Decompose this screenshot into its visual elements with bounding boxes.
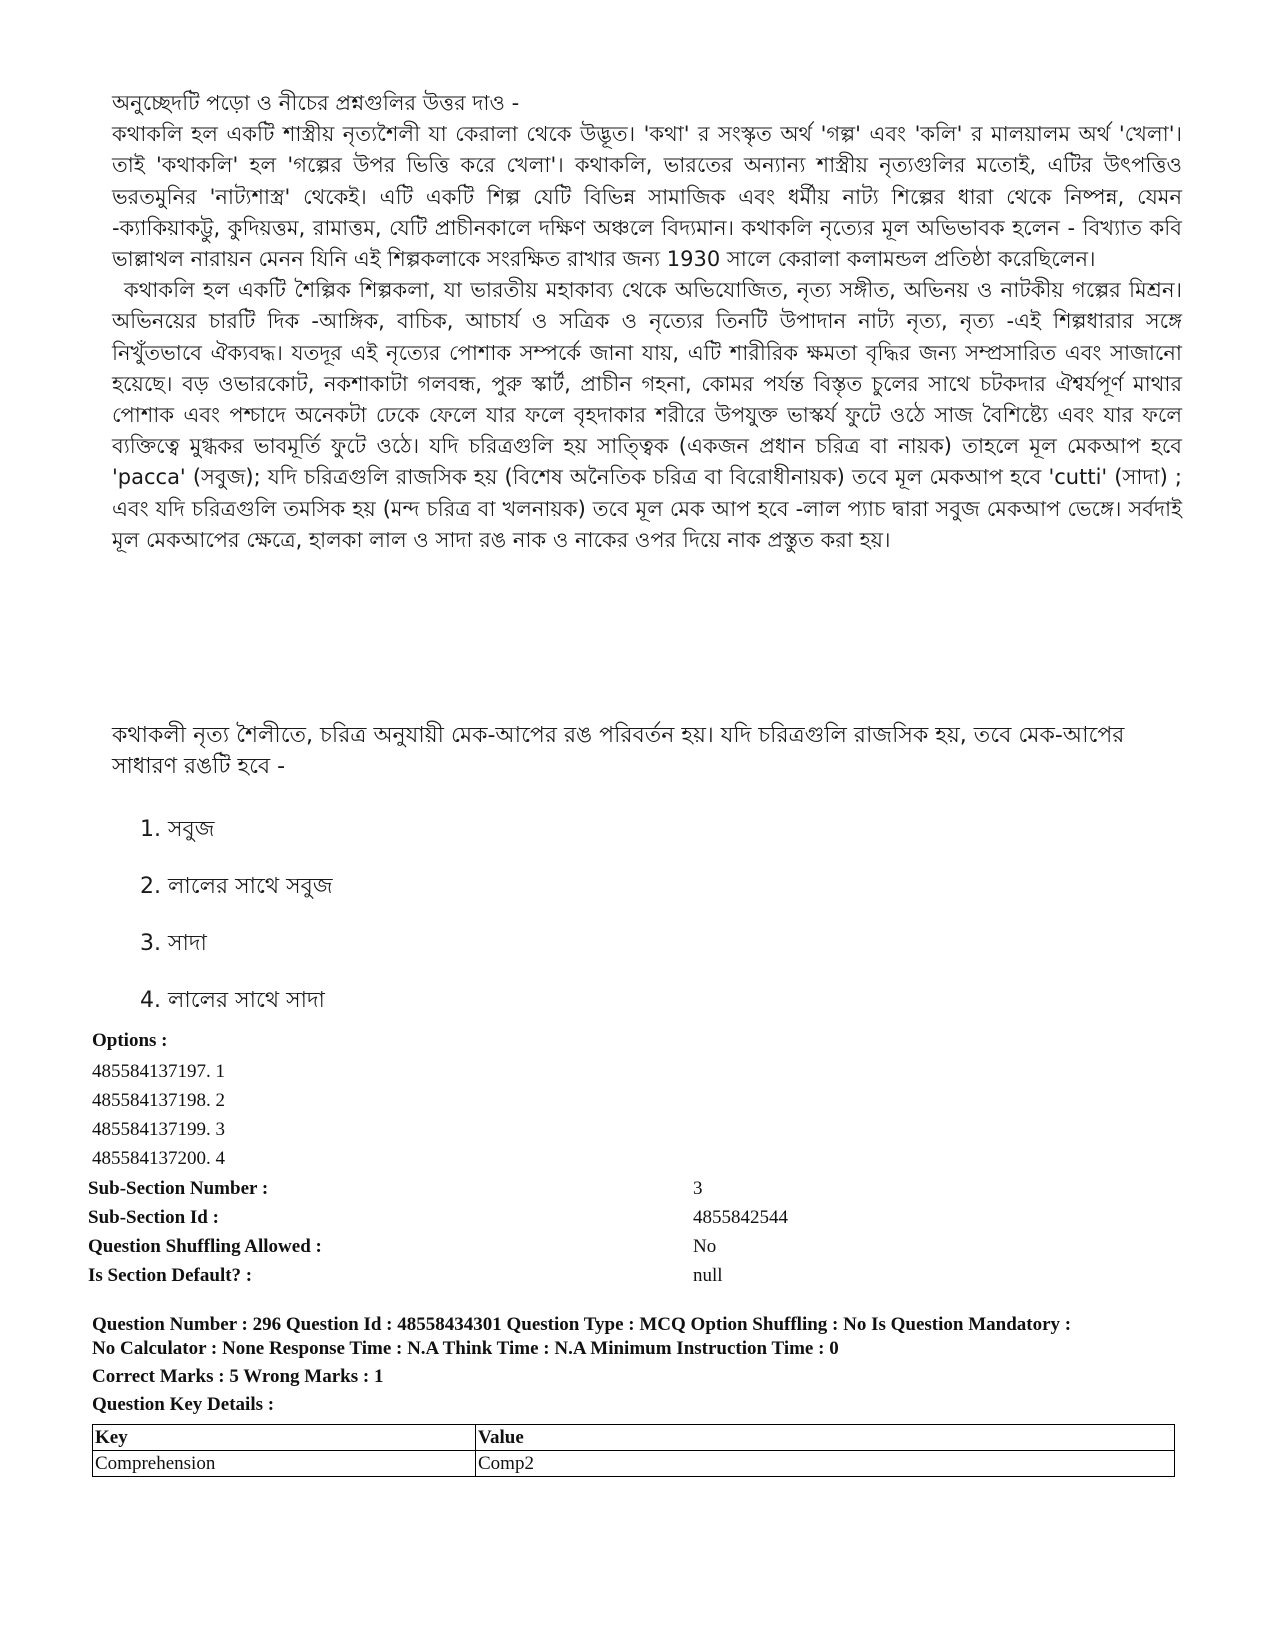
table-header-row xyxy=(93,1425,1175,1451)
meta-value: 4855842544 xyxy=(693,1207,788,1228)
choice-2: 2. লালের সাথে সবুজ xyxy=(140,874,333,899)
option-id-3: 485584137199. 3 xyxy=(92,1119,225,1140)
choice-4: 4. লালের সাথে সাদা xyxy=(140,988,325,1013)
table-header-value: Value xyxy=(476,1425,1175,1451)
subsection-meta xyxy=(88,1174,1188,1290)
key-details-label: Question Key Details : xyxy=(92,1394,275,1415)
meta-value: No xyxy=(693,1236,717,1257)
choice-1: 1. সবুজ xyxy=(140,817,215,842)
question-text: কথাকলী নৃত্য শৈলীতে, চরিত্র অনুযায়ী মেক-আপের রঙ পরিবর্তন হয়। যদি চরিত্রগুলি রাজসিক হয়, তবে মেক-আপের সাধারণ রঙটি হবে - xyxy=(112,723,1125,779)
option-id-4: 485584137200. 4 xyxy=(92,1148,225,1169)
table-cell-key: Comprehension xyxy=(93,1451,476,1477)
passage-paragraph-2: কথাকলি হল একটি শৈল্পিক শিল্পকলা, যা ভারতীয় মহাকাব্য থেকে অভিযোজিত, নৃত্য সঙ্গীত, অভিনয় ও নাটকীয় গল্পের মিশ্রন। অভিনয়ের চারটি দিক -আঙ্গিক, বাচিক, আচার্য ও সত্রিক ও নৃত্যের তিনটি উপাদান নাট্য নৃত্য, নৃত্য -এই শিল্পধারার সঙ্গে নিখুঁতভাবে ঐক্যবদ্ধ। যতদূর এই নৃত্যের পোশাক সম্পর্কে জানা যায়, এটি শারীরিক ক্ষমতা বৃদ্ধির জন্য সম্প্রসারিত এবং সাজানো হয়েছে। বড় ওভারকোট, নকশাকাটা গলবন্ধ, পুরু স্কার্ট, প্রাচীন গহনা, কোমর পর্যন্ত বিস্তৃত চুলের সাথে চটকদার ঐশ্বর্যপূর্ণ মাথার পোশাক এবং পশ্চাদে অনেকটা ঢেকে ফেলে যার ফলে বৃহদাকার শরীরে উপযুক্ত ভাস্কর্য ফুটে ওঠে সাজ বৈশিষ্ট্যে এবং যার ফলে ব্যক্তিত্বে মুগ্ধকর ভাবমূর্তি ফুটে ওঠে। যদি চরিত্রগুলি হয় সাত্ত্বিক (একজন প্রধান চরিত্র বা নায়ক) তাহলে মূল মেকআপ হবে 'pacca' (সবুজ); যদি চরিত্রগুলি রাজসিক হয় (বিশেষ অনৈতিক চরিত্র বা বিরোধীনায়ক) তবে মূল মেকআপ হবে 'cutti' (সাদা) ; এবং যদি চরিত্রগুলি তমসিক হয় (মন্দ চরিত্র বা খলনায়ক) তবে মূল মেক আপ হবে -লাল প্যাচ দ্বারা সবুজ মেকআপ ভেঙ্গে। সর্বদাই মূল মেকআপের ক্ষেত্রে, হালকা লাল ও সাদা রঙ নাক ও নাকের ওপর দিয়ে নাক প্রস্তুত করা হয়। xyxy=(112,278,1182,552)
meta-row xyxy=(88,1261,1188,1290)
answer-choices xyxy=(140,810,333,1038)
options-list xyxy=(92,1057,225,1173)
question-info-line-1: Question Number : 296 Question Id : 48558434301 Question Type : MCQ Option Shuffling : No Is Question Mandatory : xyxy=(92,1314,1072,1335)
option-id-2: 485584137198. 2 xyxy=(92,1090,225,1111)
meta-value: null xyxy=(693,1265,723,1286)
meta-key: Question Shuffling Allowed : xyxy=(88,1236,322,1257)
option-id-1: 485584137197. 1 xyxy=(92,1061,225,1082)
options-label: Options : xyxy=(92,1030,168,1051)
question-key-table xyxy=(92,1424,1175,1477)
passage-heading: অনুচ্ছেদটি পড়ো ও নীচের প্রশ্নগুলির উত্তর দাও - xyxy=(112,91,520,115)
question-info-line-2: No Calculator : None Response Time : N.A Think Time : N.A Minimum Instruction Time : 0 xyxy=(92,1338,839,1359)
marks-line: Correct Marks : 5 Wrong Marks : 1 xyxy=(92,1366,384,1387)
meta-key: Is Section Default? : xyxy=(88,1265,253,1286)
table-row xyxy=(93,1451,1175,1477)
meta-row xyxy=(88,1232,1188,1261)
passage-paragraph-1: কথাকলি হল একটি শাস্ত্রীয় নৃত্যশৈলী যা কেরালা থেকে উদ্ভূত। 'কথা' র সংস্কৃত অর্থ 'গল্প' এবং 'কলি' র মালয়ালম অর্থ 'খেলা'। তাই 'কথাকলি' হল 'গল্পের উপর ভিত্তি করে খেলা'। কথাকলি, ভারতের অন্যান্য শাস্ত্রীয় নৃত্যগুলির মতোই, এটির উৎপত্তিও ভরতমুনির 'নাট্যশাস্ত্র' থেকেই। এটি একটি শিল্প যেটি বিভিন্ন সামাজিক এবং ধর্মীয় নাট্য শিল্পের ধারা থেকে নিষ্পন্ন, যেমন -ক্যাকিয়াকট্টু, কুদিয়ত্তম, রামাত্তম, যেটি প্রাচীনকালে দক্ষিণ অঞ্চলে বিদ্যমান। কথাকলি নৃত্যের মূল অভিভাবক হলেন - বিখ্যাত কবি ভাল্লাথল নারায়ন মেনন যিনি এই শিল্পকলাকে সংরক্ষিত রাখার জন্য 1930 সালে কেরালা কলামন্ডল প্রতিষ্ঠা করেছিলেন। xyxy=(112,122,1182,272)
meta-value: 3 xyxy=(693,1178,703,1199)
meta-row xyxy=(88,1203,1188,1232)
meta-key: Sub-Section Number : xyxy=(88,1178,269,1199)
passage-image xyxy=(112,88,1182,556)
table-header-key: Key xyxy=(93,1425,476,1451)
meta-row xyxy=(88,1174,1188,1203)
choice-3: 3. সাদা xyxy=(140,931,207,956)
table-cell-value: Comp2 xyxy=(476,1451,1175,1477)
question-info xyxy=(92,1313,1202,1417)
meta-key: Sub-Section Id : xyxy=(88,1207,219,1228)
